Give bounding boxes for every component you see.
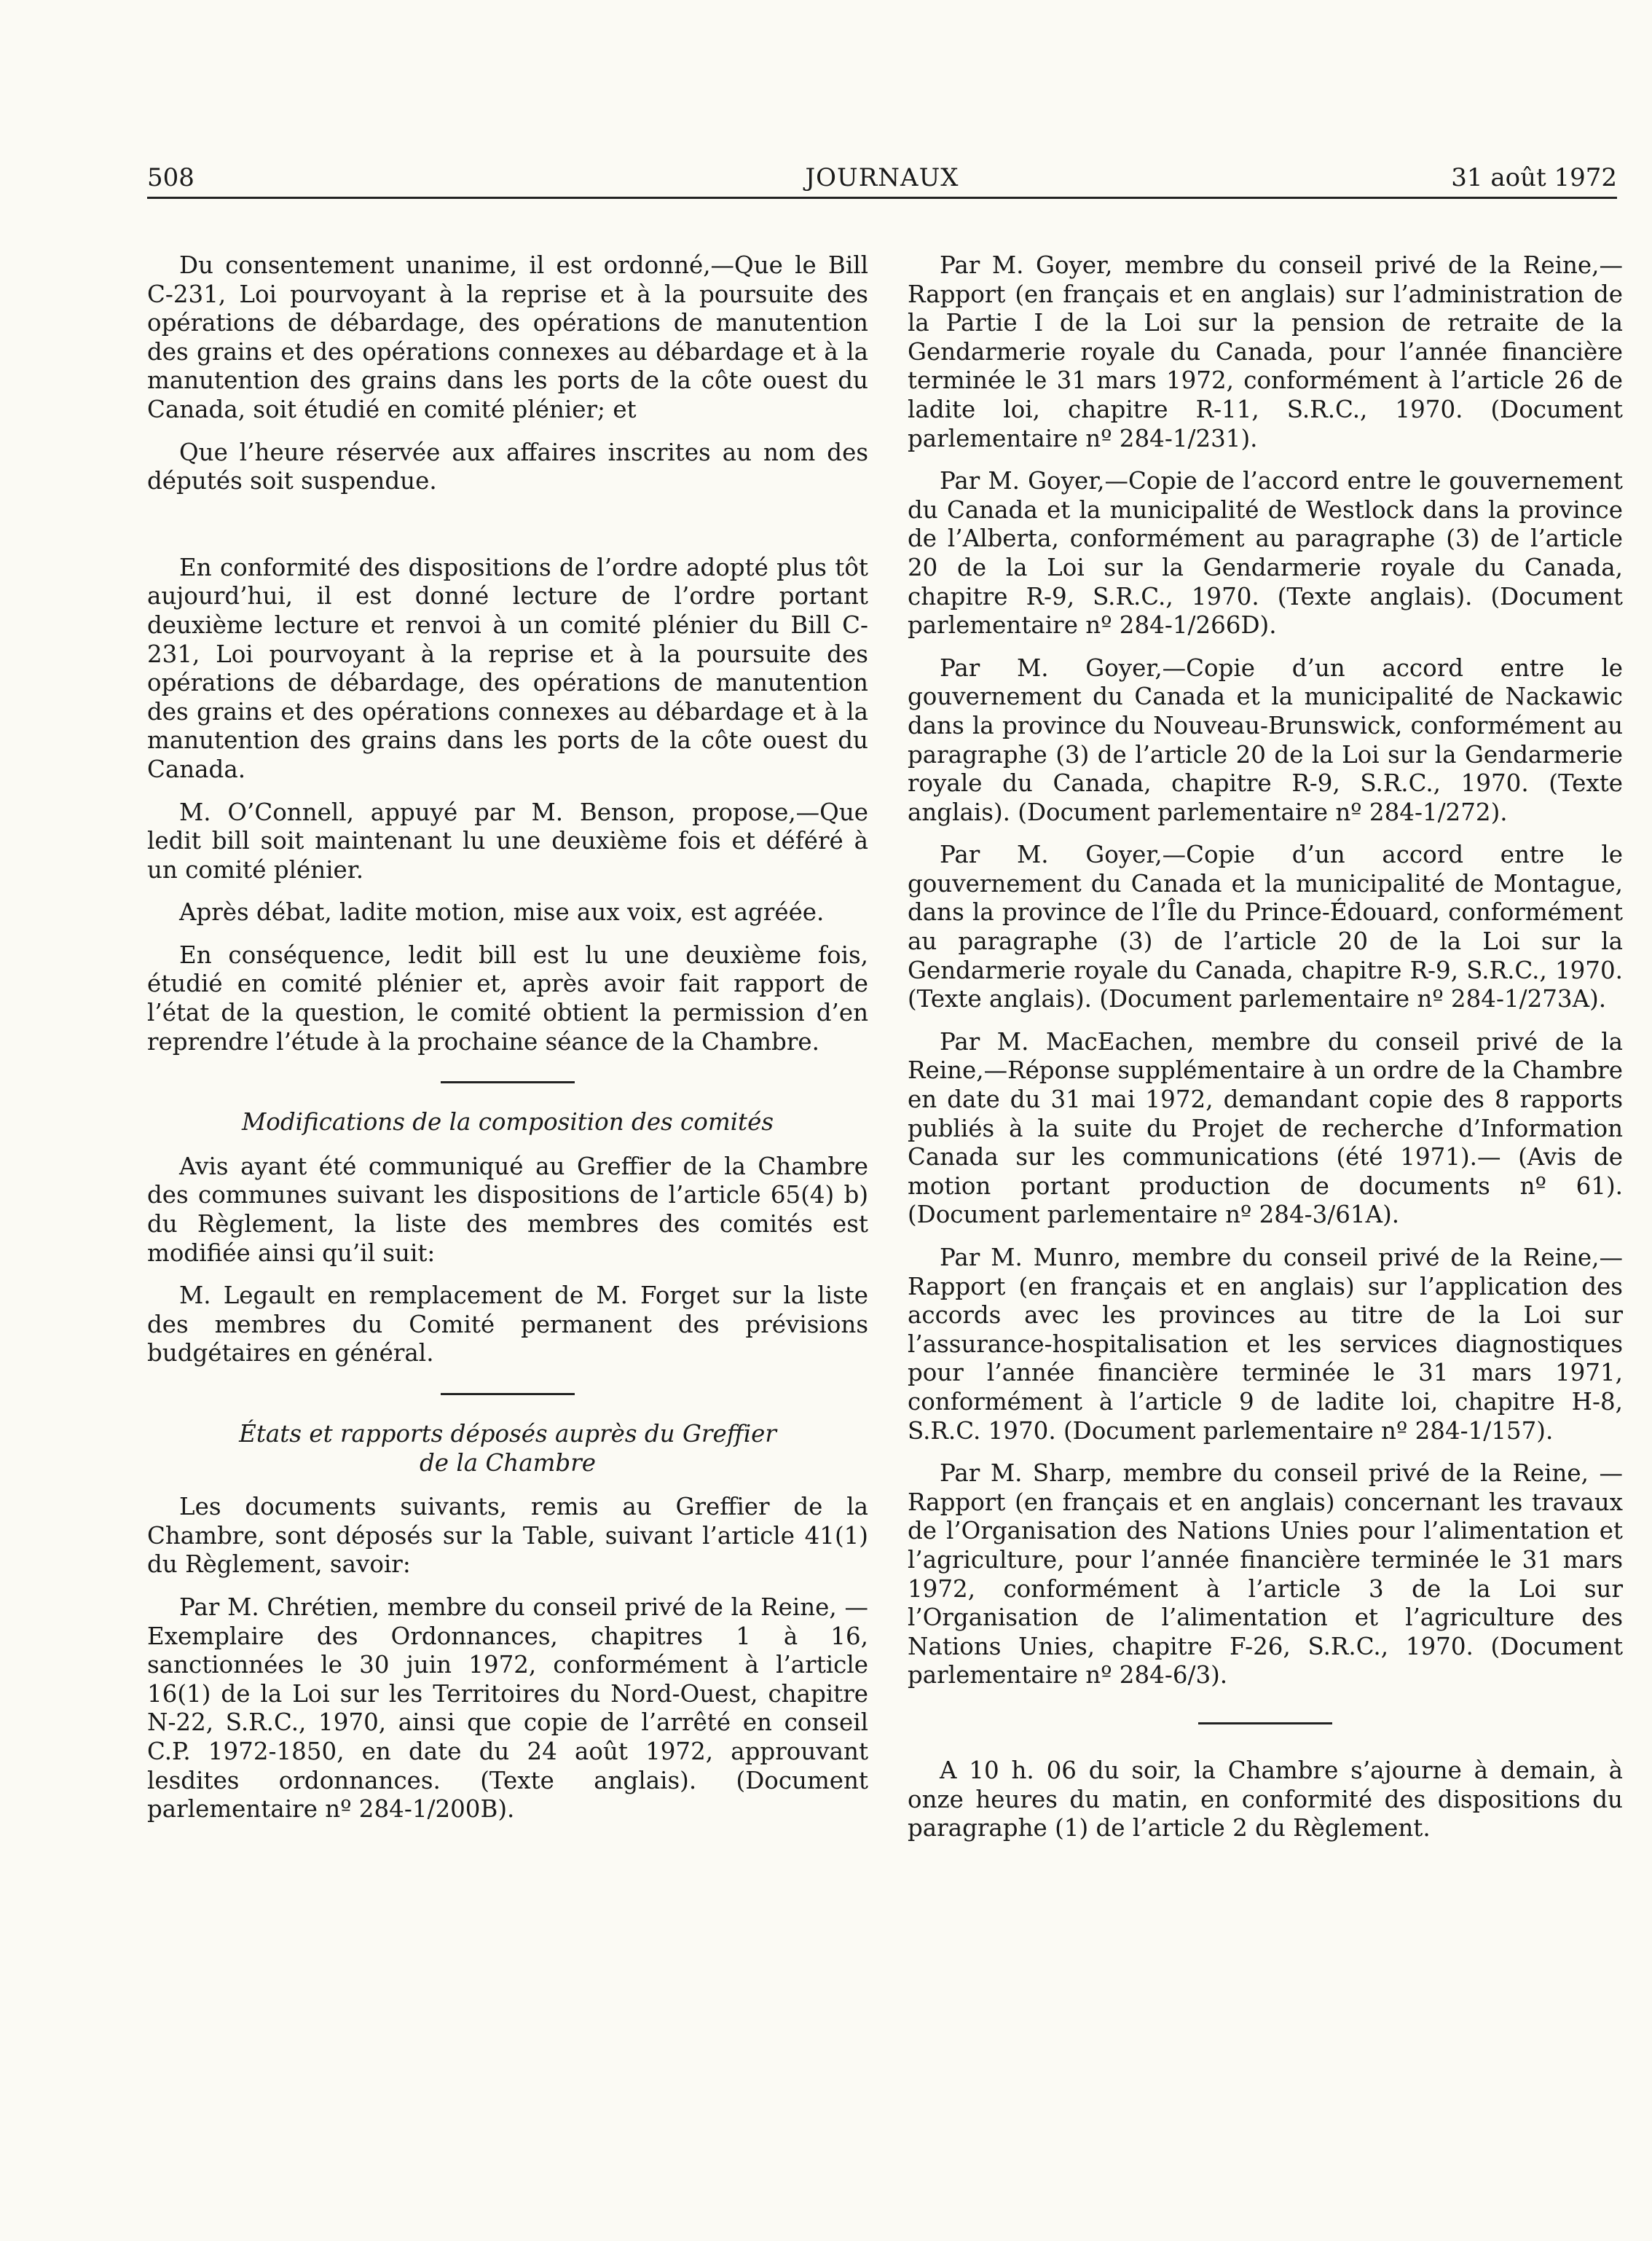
paragraph: Par M. Goyer,—Copie d’un accord entre le gouvernement du Canada et la municipalité de Nackawic dans la province du Nouveau-Brunswick, conformément au paragraphe (3) de l’article 20 de la Loi sur la Gendarmerie royale du Canada, chapitre R-9, S.R.C., 1970. (Texte anglais). (Document parlementaire nº 284-1/272). <box>908 654 1623 826</box>
page-header <box>147 163 1617 199</box>
paragraph: Par M. MacEachen, membre du conseil privé de la Reine,—Réponse supplémentaire à un ordre de la Chambre en date du 31 mai 1972, demandant copie des 8 rapports publiés à la suite du Projet de recherche d’Information Canada sur les communications (été 1971).— (Avis de motion portant production de documents nº 61). (Document parlementaire nº 284-3/61A). <box>908 1027 1623 1229</box>
paragraph: En conformité des dispositions de l’ordre adopté plus tôt aujourd’hui, il est donné lecture de l’ordre portant deuxième lecture et renvoi à un comité plénier du Bill C-231, Loi pourvoyant à la reprise et à la poursuite des opérations de débardage, des opérations de manutention des grains et des opérations connexes au débardage et à la manutention des grains dans les ports de la côte ouest du Canada. <box>147 553 868 783</box>
paragraph: Que l’heure réservée aux affaires inscrites au nom des députés soit suspendue. <box>147 438 868 495</box>
section-heading-line2: de la Chambre <box>419 1448 597 1477</box>
paragraph: Par M. Goyer,—Copie de l’accord entre le gouvernement du Canada et la municipalité de Westlock dans la province de l’Alberta, conformément au paragraphe (3) de l’article 20 de la Loi sur la Gendarmerie royale du Canada, chapitre R-9, S.R.C., 1970. (Texte anglais). (Document parlementaire nº 284-1/266D). <box>908 467 1623 640</box>
paragraph: Par M. Goyer, membre du conseil privé de la Reine,—Rapport (en français et en anglais) sur l’administration de la Partie I de la Loi sur la pension de retraite de la Gendarmerie royale du Canada, pour l’année financière terminée le 31 mars 1972, conformément à l’article 26 de ladite loi, chapitre R-11, S.R.C., 1970. (Document parlementaire nº 284-1/231). <box>908 251 1623 452</box>
section-divider <box>441 1081 575 1083</box>
page-number: 508 <box>147 163 194 192</box>
paragraph: Par M. Sharp, membre du conseil privé de la Reine, —Rapport (en français et en anglais) concernant les travaux de l’Organisation des Nations Unies pour l’alimentation et l’agriculture, pour l’année financière terminée le 31 mars 1972, conformément à l’article 3 de la Loi sur l’Organisation de l’alimentation et l’agriculture des Nations Unies, chapitre F-26, S.R.C., 1970. (Document parlementaire nº 284-6/3). <box>908 1459 1623 1689</box>
right-column <box>908 251 1623 1857</box>
paragraph: Avis ayant été communiqué au Greffier de la Chambre des communes suivant les dispositions de l’article 65(4) b) du Règlement, la liste des membres des comités est modifiée ainsi qu’il suit: <box>147 1152 868 1267</box>
paragraph: Du consentement unanime, il est ordonné,—Que le Bill C-231, Loi pourvoyant à la reprise et à la poursuite des opérations de débardage, des opérations de manutention des grains et des opérations connexes au débardage et à la manutention des grains dans les ports de la côte ouest du Canada, soit étudié en comité plénier; et <box>147 251 868 423</box>
paragraph: Par M. Goyer,—Copie d’un accord entre le gouvernement du Canada et la municipalité de Montague, dans la province de l’Île du Prince-Édouard, conformément au paragraphe (3) de l’article 20 de la Loi sur la Gendarmerie royale du Canada, chapitre R-9, S.R.C., 1970. (Texte anglais). (Document parlementaire nº 284-1/273A). <box>908 841 1623 1013</box>
section-divider <box>441 1393 575 1395</box>
section-heading-line1: États et rapports déposés auprès du Greffier <box>239 1420 776 1448</box>
paragraph: En conséquence, ledit bill est lu une deuxième fois, étudié en comité plénier et, après avoir fait rapport de l’état de la question, le comité obtient la permission d’en reprendre l’étude à la prochaine séance de la Chambre. <box>147 941 868 1056</box>
paragraph: Les documents suivants, remis au Greffier de la Chambre, sont déposés sur la Table, suivant l’article 41(1) du Règlement, savoir: <box>147 1493 868 1579</box>
paragraph: Par M. Munro, membre du conseil privé de la Reine,—Rapport (en français et en anglais) sur l’application des accords avec les provinces au titre de la Loi sur l’assurance-hospitalisation et les services diagnostiques pour l’année financière terminée le 31 mars 1971, conformément à l’article 9 de ladite loi, chapitre H-8, S.R.C. 1970. (Document parlementaire nº 284-1/157). <box>908 1244 1623 1445</box>
running-title: JOURNAUX <box>805 163 959 192</box>
paragraph: M. O’Connell, appuyé par M. Benson, propose,—Que ledit bill soit maintenant lu une deuxième fois et déféré à un comité plénier. <box>147 798 868 884</box>
section-divider <box>1198 1722 1332 1724</box>
paragraph: A 10 h. 06 du soir, la Chambre s’ajourne à demain, à onze heures du matin, en conformité des dispositions du paragraphe (1) de l’article 2 du Règlement. <box>908 1756 1623 1842</box>
left-column <box>147 251 868 1838</box>
section-heading: Modifications de la composition des comités <box>241 1108 774 1137</box>
paragraph: Après débat, ladite motion, mise aux voix, est agréée. <box>179 898 825 927</box>
paragraph: Par M. Chrétien, membre du conseil privé de la Reine, —Exemplaire des Ordonnances, chapitres 1 à 16, sanctionnées le 30 juin 1972, conformément à l’article 16(1) de la Loi sur les Territoires du Nord-Ouest, chapitre N-22, S.R.C., 1970, ainsi que copie de l’arrêté en conseil C.P. 1972-1850, en date du 24 août 1972, approuvant lesdites ordonnances. (Texte anglais). (Document parlementaire nº 284-1/200B). <box>147 1593 868 1824</box>
paragraph: M. Legault en remplacement de M. Forget sur la liste des membres du Comité permanent des prévisions budgétaires en général. <box>147 1282 868 1367</box>
section-heading <box>147 1420 868 1477</box>
header-date: 31 août 1972 <box>1451 163 1617 192</box>
